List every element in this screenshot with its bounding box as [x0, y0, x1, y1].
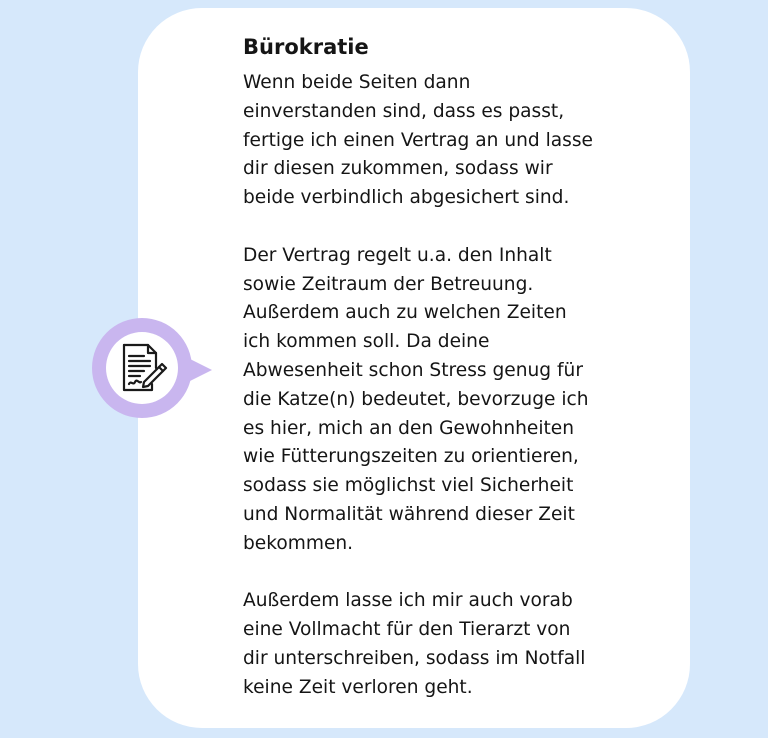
- paragraph-contract-intro: Wenn beide Seiten dann einverstanden sind, dass es passt, fertige ich einen Vertrag an und lasse dir diesen zukommen, sodass wir beide verbindlich abgesichert sind.: [243, 72, 593, 209]
- contract-document-icon: [118, 342, 168, 394]
- badge-circle: [106, 332, 178, 404]
- card-title: Bürokratie: [243, 35, 369, 59]
- contract-badge: [92, 318, 222, 422]
- card-content: [243, 33, 653, 731]
- paragraph-vet-authorization: Außerdem lasse ich mir auch vorab eine Vollmacht für den Tierarzt von dir unterschreiben, sodass im Notfall keine Zeit verloren geht.: [243, 590, 586, 698]
- paragraph-contract-details: Der Vertrag regelt u.a. den Inhalt sowie Zeitraum der Betreuung. Außerdem auch zu welchen Zeiten ich kommen soll. Da deine Abwesenheit schon Stress genug für die Katze(n) bedeutet, bevorzuge ich es hier, mich an den Gewohnheiten wie Fütterungszeiten zu orientieren, sodass sie möglichst viel Sicherheit und Normalität während dieser Zeit bekommen.: [243, 244, 589, 554]
